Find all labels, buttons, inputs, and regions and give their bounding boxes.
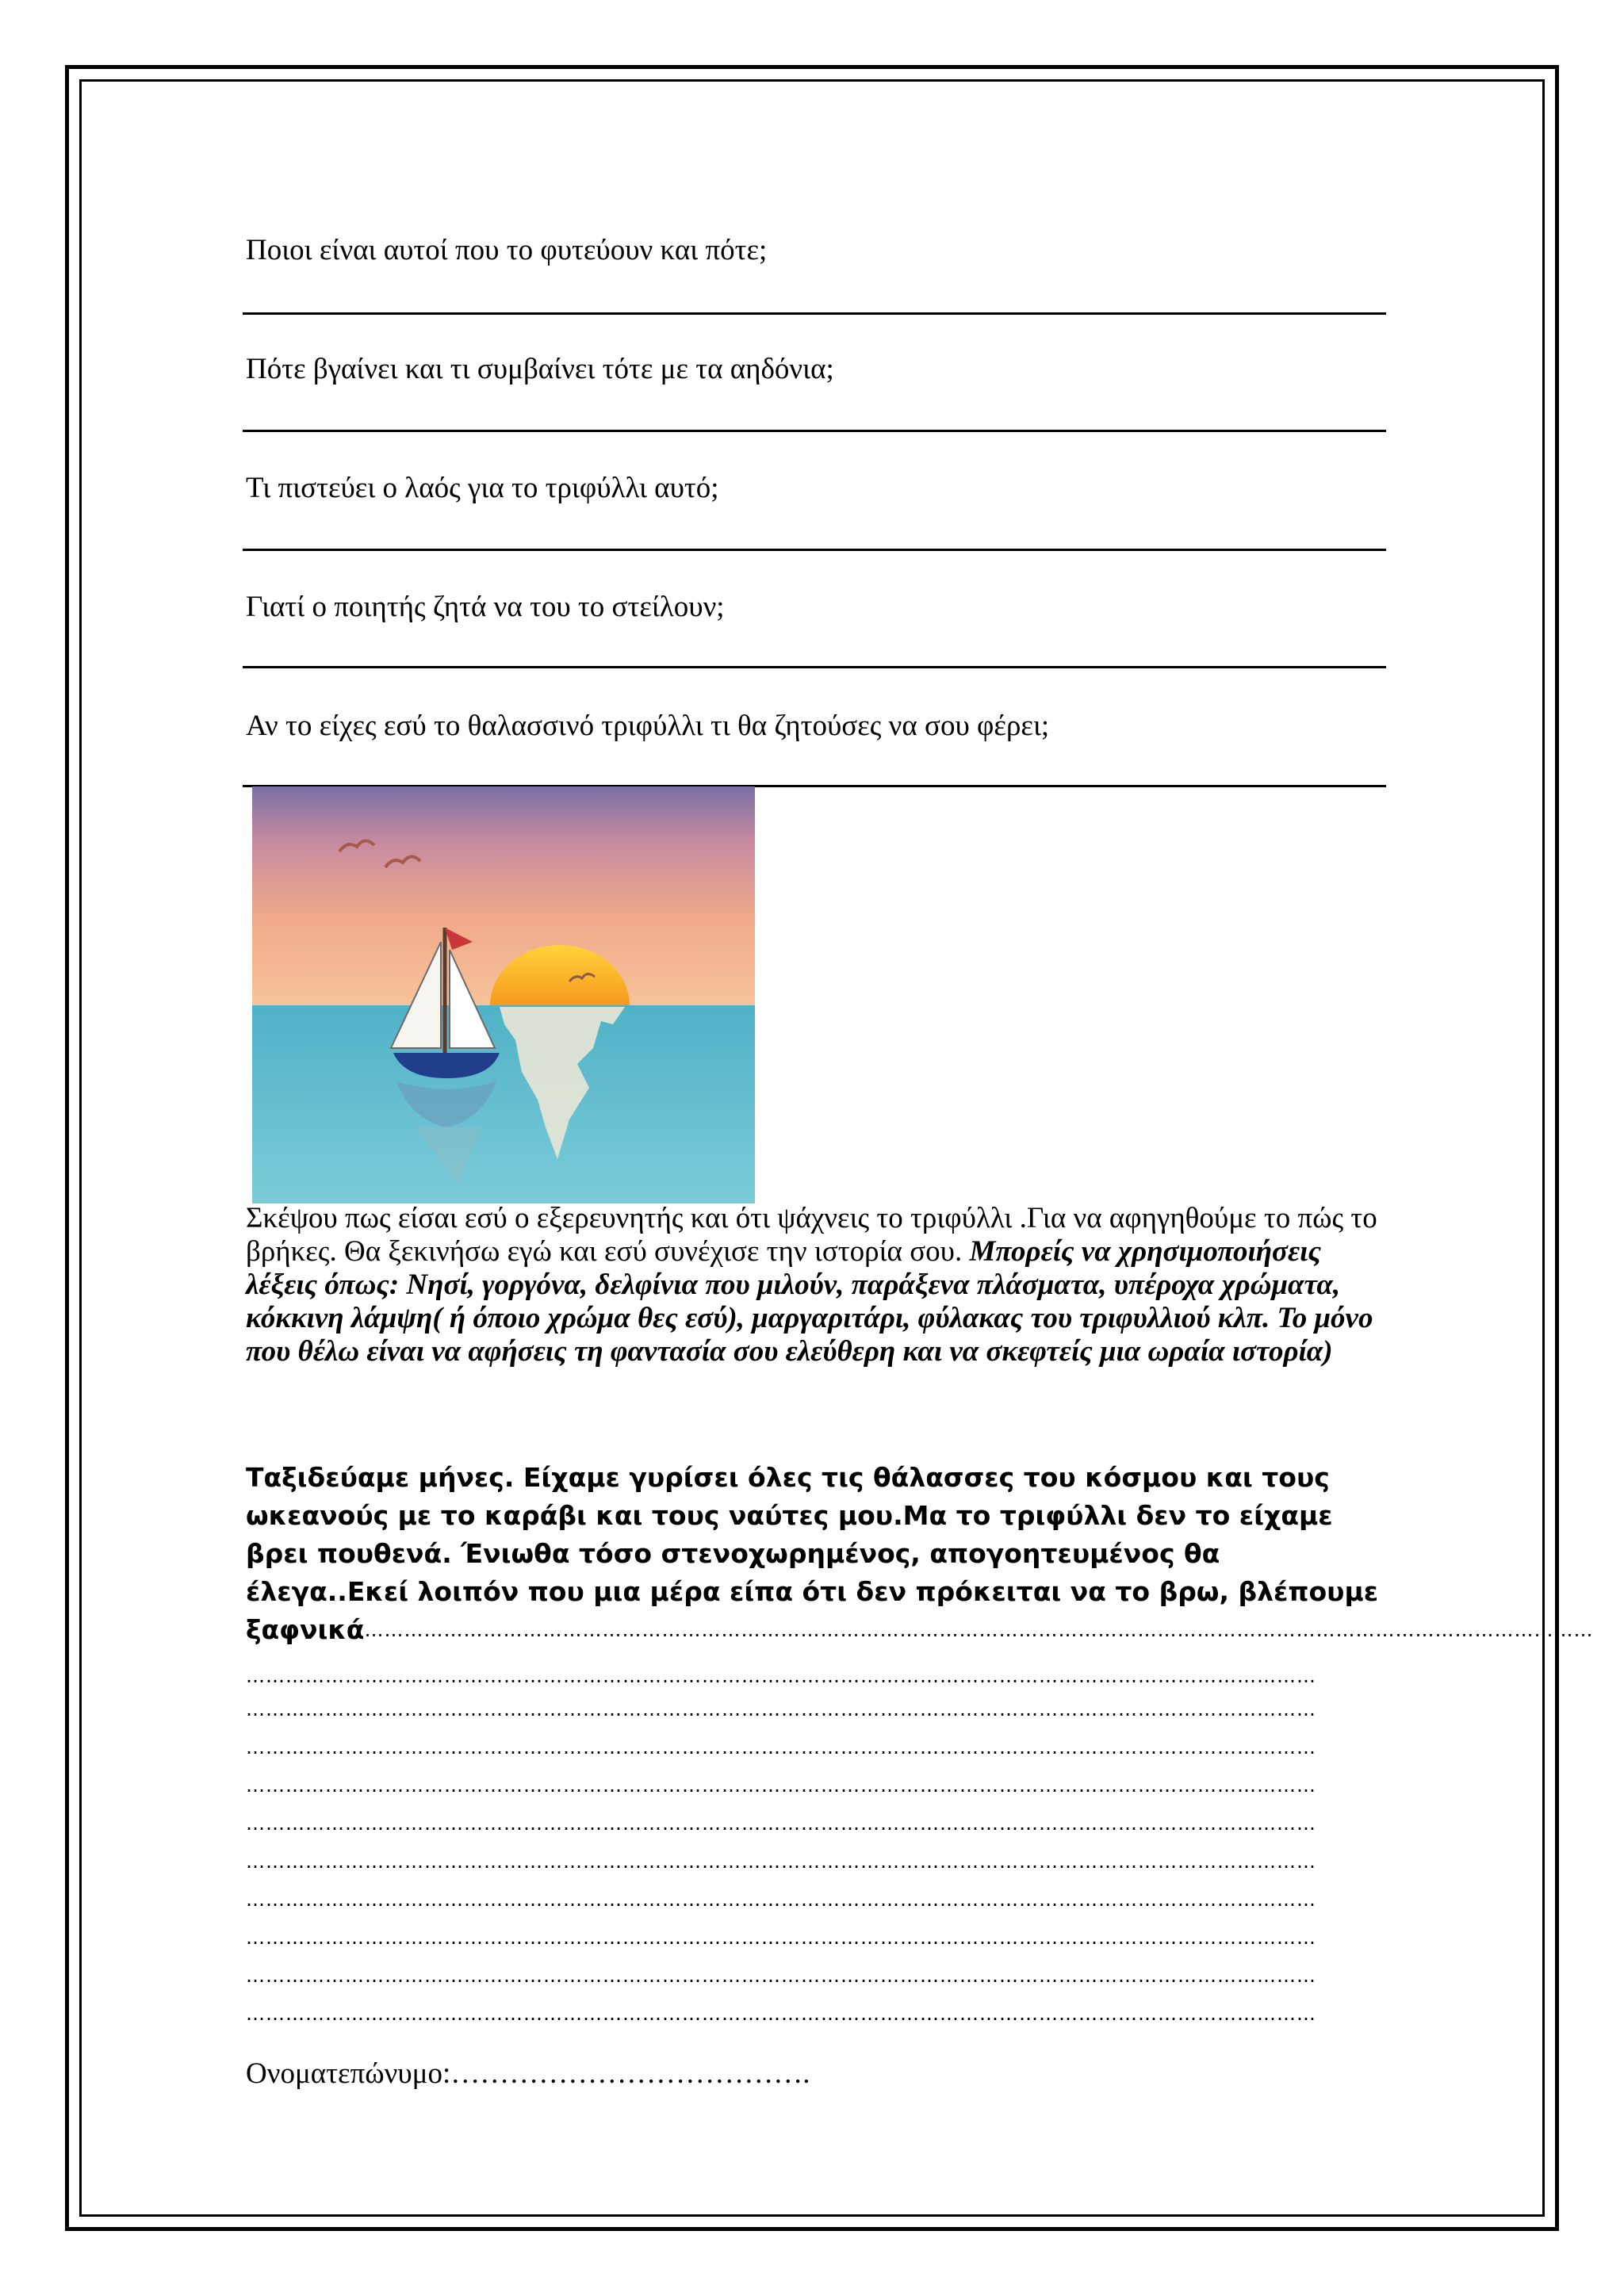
writing-line-3[interactable]: ……………………………………………………………………………………………………………………………………………… — [246, 1736, 1316, 1758]
question-4: Γιατί ο ποιητής ζητά να του το στείλουν; — [246, 591, 725, 623]
student-name-row — [246, 2057, 810, 2091]
story-continuation-dots[interactable]: …………………………………………………………………………………………………………………………………………………………………… — [364, 1619, 1594, 1641]
question-3: Τι πιστεύει ο λαός για το τριφύλλι αυτό; — [246, 472, 719, 504]
instructions-text: Σκέψου πως είσαι εσύ ο εξερευνητής και ότι ψάχνεις το τριφύλλι .Για να αφηγηθούμε το πώς το βρήκες. Θα ξεκινήσω εγώ και εσύ συνέχισε την ιστορία σου. — [246, 1202, 1377, 1268]
writing-line-2[interactable]: ……………………………………………………………………………………………………………………………………………… — [246, 1698, 1316, 1720]
question-1: Ποιοι είναι αυτοί που το φυτεύουν και πότε; — [246, 234, 768, 266]
writing-line-7[interactable]: ……………………………………………………………………………………………………………………………………………… — [246, 1888, 1316, 1911]
story-opening — [246, 1459, 1594, 1649]
answer-line-3[interactable] — [243, 549, 1386, 551]
writing-line-8[interactable]: ……………………………………………………………………………………………………………………………………………… — [246, 1927, 1316, 1949]
answer-line-4[interactable] — [243, 666, 1386, 668]
story-last-word: ξαφνικά — [246, 1614, 365, 1645]
answer-line-2[interactable] — [243, 430, 1386, 432]
instructions-paragraph — [246, 1202, 1388, 1368]
question-2: Πότε βγαίνει και τι συμβαίνει τότε με τα αηδόνια; — [246, 353, 834, 385]
student-name-label: Ονοματεπώνυμο: — [246, 2057, 451, 2090]
writing-line-9[interactable]: ……………………………………………………………………………………………………………………………………………… — [246, 1965, 1316, 1987]
writing-line-1[interactable]: ……………………………………………………………………………………………………………………………………………… — [246, 1665, 1316, 1687]
writing-line-4[interactable]: ……………………………………………………………………………………………………………………………………………… — [246, 1774, 1316, 1797]
answer-line-1[interactable] — [243, 312, 1386, 315]
question-5: Αν το είχες εσύ το θαλασσινό τριφύλλι τι θα ζητούσες να σου φέρει; — [246, 710, 1050, 742]
sailboat-sunset-illustration — [252, 786, 755, 1203]
story-text: Ταξιδεύαμε μήνες. Είχαμε γυρίσει όλες τις θάλασσες του κόσμου και τους ωκεανούς με το καράβι και τους ναύτες μου.Μα το τριφύλλι δεν το είχαμε βρει πουθενά. Ένιωθα τόσο στενοχωρημένος, απογοητευμένος θα έλεγα..Εκεί λοιπόν που μια μέρα είπα ότι δεν πρόκειται να το βρω, βλέπουμε — [246, 1462, 1379, 1607]
writing-line-6[interactable]: ……………………………………………………………………………………………………………………………………………… — [246, 1850, 1316, 1873]
writing-line-10[interactable]: ……………………………………………………………………………………………………………………………………………… — [246, 2003, 1316, 2025]
story-last-line — [246, 1611, 1594, 1649]
instructions-word-suggestions: Μπορείς να χρησιμοποιήσεις λέξεις όπως: Νησί, γοργόνα, δελφίνια που μιλούν, παράξενα πλάσματα, υπέροχα χρώματα, κόκκινη λάμψη( ή όποιο χρώμα θες εσύ), μαργαριτάρι, φύλακας του τριφυλλιού κλπ. Το μόνο που θέλω είναι να αφήσεις τη φαντασία σου ελεύθερη και να σκεφτείς μια ωραία ιστορία) — [246, 1235, 1373, 1368]
writing-line-5[interactable]: ……………………………………………………………………………………………………………………………………………… — [246, 1812, 1316, 1835]
student-name-field[interactable]: ………………………………. — [450, 2057, 810, 2090]
